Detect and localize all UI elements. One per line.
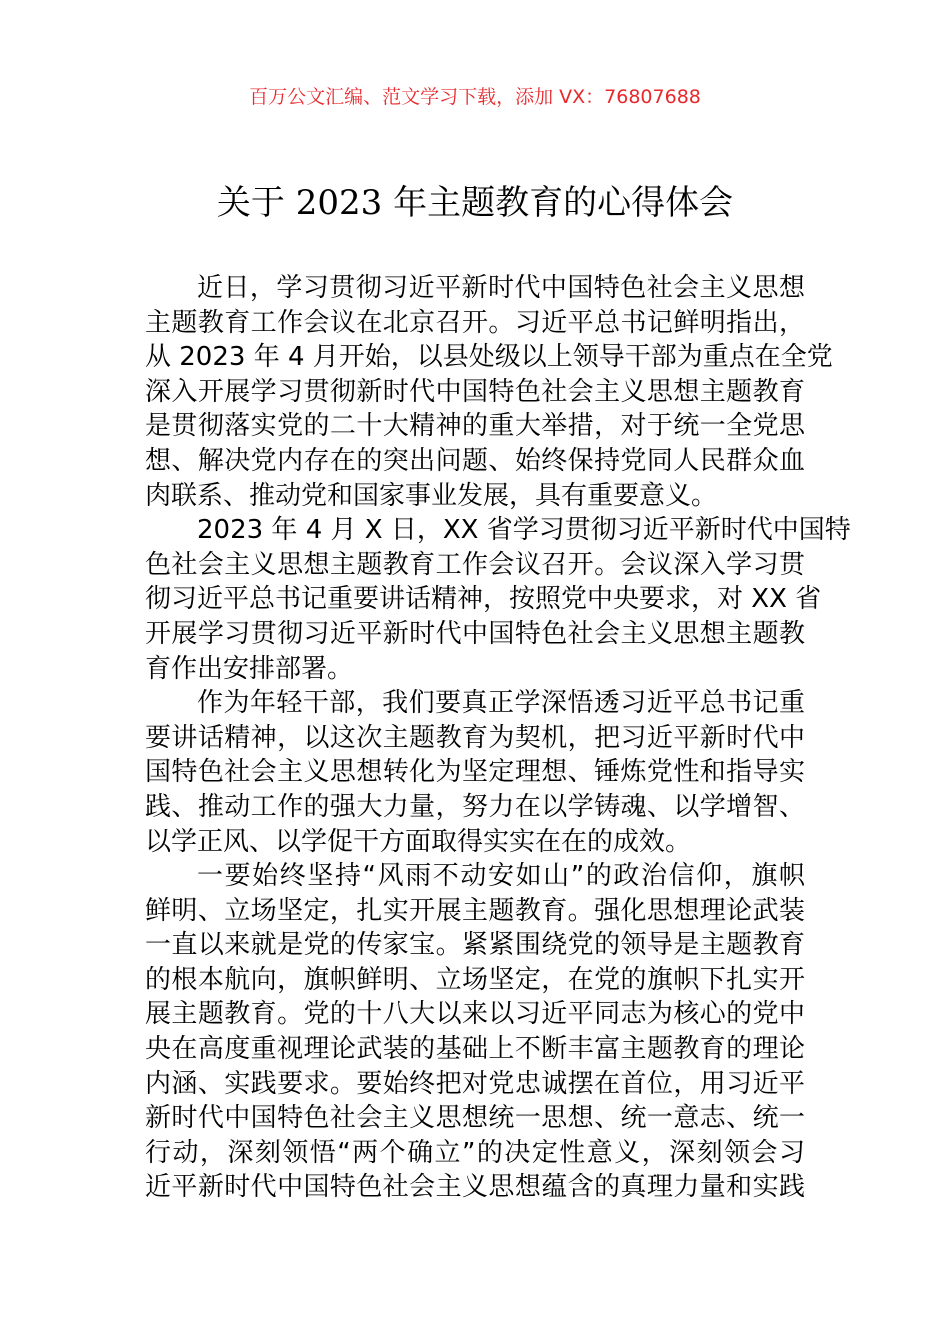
paragraph bbox=[145, 513, 851, 686]
text-line: 行动，深刻领悟“两个确立”的决定性意义，深刻领会习 bbox=[145, 1137, 805, 1168]
text-line: 一直以来就是党的传家宝。紧紧围绕党的领导是主题教育 bbox=[145, 930, 805, 961]
text-line: 想、解决党内存在的突出问题、始终保持党同人民群众血 bbox=[145, 445, 805, 476]
watermark-header: 百万公文汇编、范文学习下载，添加 VX：76807688 bbox=[249, 86, 701, 108]
text-line: 近平新时代中国特色社会主义思想蕴含的真理力量和实践 bbox=[145, 1172, 805, 1203]
text-line: 彻习近平总书记重要讲话精神，按照党中央要求，对 XX 省 bbox=[145, 584, 822, 615]
document-body bbox=[145, 271, 851, 1205]
text-line: 育作出安排部署。 bbox=[145, 653, 354, 684]
text-line: 要讲话精神，以这次主题教育为契机，把习近平新时代中 bbox=[145, 722, 805, 753]
text-line: 的根本航向，旗帜鲜明、立场坚定，在党的旗帜下扎实开 bbox=[145, 964, 805, 995]
paragraph bbox=[145, 271, 833, 513]
text-line: 开展学习贯彻习近平新时代中国特色社会主义思想主题教 bbox=[145, 618, 805, 649]
text-line: 新时代中国特色社会主义思想统一思想、统一意志、统一 bbox=[145, 1103, 805, 1134]
text-line: 一要始终坚持“风雨不动安如山”的政治信仰，旗帜 bbox=[197, 861, 805, 892]
text-line: 2023 年 4 月 X 日，XX 省学习贯彻习近平新时代中国特 bbox=[197, 515, 851, 546]
text-line: 以学正风、以学促干方面取得实实在在的成效。 bbox=[145, 826, 692, 857]
text-line: 国特色社会主义思想转化为坚定理想、锤炼党性和指导实 bbox=[145, 757, 805, 788]
text-line: 央在高度重视理论武装的基础上不断丰富主题教育的理论 bbox=[145, 1034, 805, 1065]
text-line: 作为年轻干部，我们要真正学深悟透习近平总书记重 bbox=[197, 688, 805, 719]
text-line: 近日，学习贯彻习近平新时代中国特色社会主义思想 bbox=[197, 273, 805, 303]
text-line: 肉联系、推动党和国家事业发展，具有重要意义。 bbox=[145, 480, 718, 511]
paragraph bbox=[145, 859, 805, 1205]
text-line: 践、推动工作的强大力量，努力在以学铸魂、以学增智、 bbox=[145, 791, 805, 822]
document-title: 关于 2023 年主题教育的心得体会 bbox=[216, 183, 734, 223]
paragraph bbox=[145, 686, 805, 859]
text-line: 主题教育工作会议在北京召开。习近平总书记鲜明指出， bbox=[145, 307, 805, 338]
text-line: 展主题教育。党的十八大以来以习近平同志为核心的党中 bbox=[145, 999, 805, 1030]
text-line: 从 2023 年 4 月开始，以县处级以上领导干部为重点在全党 bbox=[145, 342, 833, 373]
text-line: 鲜明、立场坚定，扎实开展主题教育。强化思想理论武装 bbox=[145, 895, 805, 926]
text-line: 是贯彻落实党的二十大精神的重大举措，对于统一全党思 bbox=[145, 411, 805, 442]
text-line: 深入开展学习贯彻新时代中国特色社会主义思想主题教育 bbox=[145, 376, 805, 407]
text-line: 色社会主义思想主题教育工作会议召开。会议深入学习贯 bbox=[145, 549, 805, 580]
text-line: 内涵、实践要求。要始终把对党忠诚摆在首位，用习近平 bbox=[145, 1068, 805, 1099]
